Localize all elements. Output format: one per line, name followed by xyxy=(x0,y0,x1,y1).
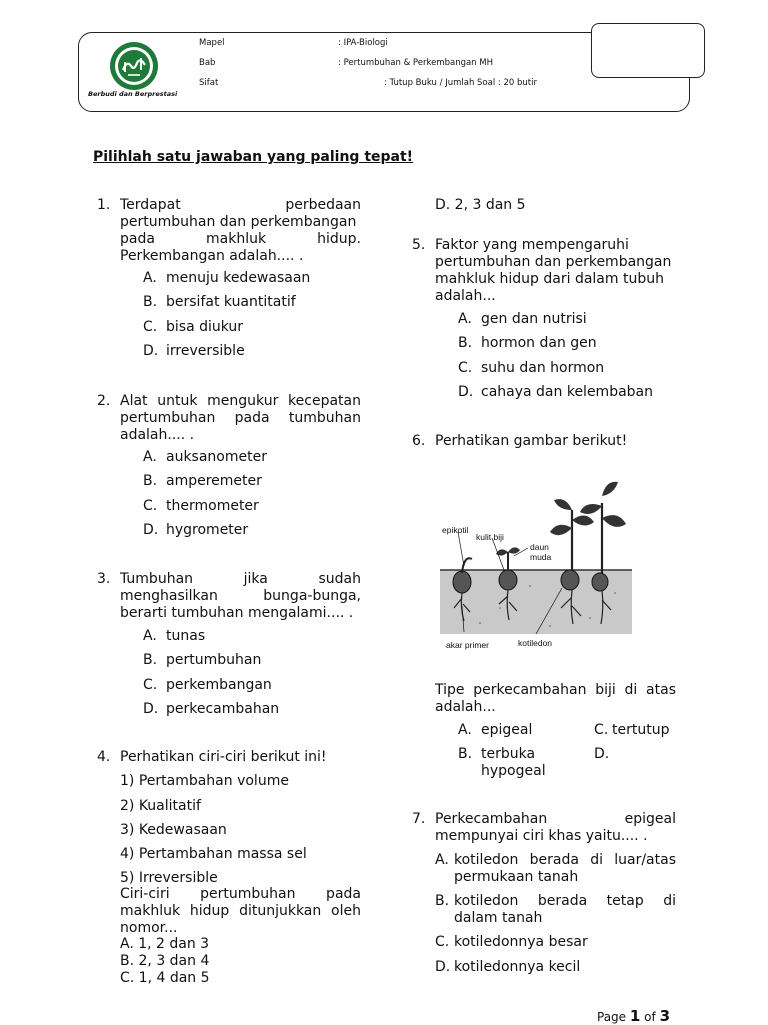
question-text-line: Tipe perkecambahan biji di atas xyxy=(435,682,676,698)
question-text-line: pada makhluk hidup. xyxy=(120,231,361,247)
option-letter: C. xyxy=(143,677,158,693)
option-text[interactable]: tunas xyxy=(166,628,206,644)
page-indicator xyxy=(597,1007,670,1025)
page-word: Page xyxy=(597,1010,627,1024)
current-page-number: 1 xyxy=(629,1007,641,1025)
question-text-line: makhluk hidup ditunjukkan oleh xyxy=(120,903,361,919)
option-text[interactable]: pertumbuhan xyxy=(166,652,262,668)
total-pages: 3 xyxy=(659,1007,670,1025)
option-letter: B. xyxy=(458,746,473,762)
option-text[interactable]: gen dan nutrisi xyxy=(481,311,587,327)
question-text-line: pertumbuhan dan perkembangan xyxy=(120,214,357,230)
question-number: 3. xyxy=(97,571,111,587)
question-text-line: adalah.... . xyxy=(120,427,195,443)
figure-label-kulit-biji: kulit biji xyxy=(476,532,504,542)
option-text[interactable]: terbuka xyxy=(481,746,536,762)
option-text[interactable]: kotiledon berada di luar/atas xyxy=(454,852,676,868)
option-letter: A. xyxy=(143,270,157,286)
option-letter: C. xyxy=(594,722,609,738)
list-item: 5) Irreversible xyxy=(120,870,218,886)
option-text[interactable]: epigeal xyxy=(481,722,533,738)
question-text-line: Terdapat perbedaan xyxy=(120,197,361,213)
figure-label-daun: daun xyxy=(530,542,549,552)
question-number: 4. xyxy=(97,749,111,765)
question-number: 6. xyxy=(412,433,426,449)
question-text-line: berarti tumbuhan mengalami.... . xyxy=(120,605,354,621)
question-text-line: mempunyai ciri khas yaitu.... . xyxy=(435,828,648,844)
option-text[interactable]: permukaan tanah xyxy=(454,869,579,885)
option-text[interactable]: bisa diukur xyxy=(166,319,244,335)
question-text-line: adalah... xyxy=(435,699,496,715)
question-text-line: Faktor yang mempengaruhi xyxy=(435,237,629,253)
option-letter: A. xyxy=(143,449,157,465)
list-item: 3) Kedewasaan xyxy=(120,822,227,838)
question-number: 7. xyxy=(412,811,426,827)
option-text[interactable]: suhu dan hormon xyxy=(481,360,605,376)
exam-code-box xyxy=(591,23,705,78)
school-logo-icon xyxy=(108,40,160,92)
answer-option[interactable]: B. 2, 3 dan 4 xyxy=(120,953,210,969)
question-number: 2. xyxy=(97,393,111,409)
option-letter: A. xyxy=(458,311,472,327)
question-stem: Perhatikan gambar berikut! xyxy=(435,433,628,449)
school-motto: Berbudi dan Berprestasi xyxy=(88,90,178,98)
option-letter: B. xyxy=(435,893,450,909)
option-text[interactable]: hygrometer xyxy=(166,522,249,538)
option-letter: B. xyxy=(458,335,473,351)
question-text-line: Tumbuhan jika sudah xyxy=(120,571,361,587)
question-number: 5. xyxy=(412,237,426,253)
option-letter: D. xyxy=(143,343,159,359)
option-letter: B. xyxy=(143,294,158,310)
question-text-line: pertumbuhan dan perkembangan xyxy=(435,254,672,270)
option-text[interactable]: hormon dan gen xyxy=(481,335,597,351)
option-letter: D. xyxy=(143,522,159,538)
meta-value-subject: : IPA-Biologi xyxy=(338,38,388,48)
option-text[interactable]: perkecambahan xyxy=(166,701,280,717)
germination-figure xyxy=(440,478,632,654)
option-text[interactable]: irreversible xyxy=(166,343,245,359)
option-letter: B. xyxy=(143,652,158,668)
option-text[interactable]: dalam tanah xyxy=(454,910,543,926)
option-letter: D. xyxy=(458,384,474,400)
option-text[interactable]: hypogeal xyxy=(481,763,546,779)
option-letter: B. xyxy=(143,473,158,489)
meta-label-nature: Sifat xyxy=(199,78,219,88)
question-text-line: Perkecambahan epigeal xyxy=(435,811,676,827)
option-letter: C. xyxy=(458,360,473,376)
of-word: of xyxy=(644,1010,656,1024)
option-text[interactable]: perkembangan xyxy=(166,677,272,693)
meta-label-subject: Mapel xyxy=(199,38,225,48)
option-letter: A. xyxy=(143,628,157,644)
option-letter: A. xyxy=(458,722,472,738)
option-letter: D. xyxy=(143,701,159,717)
question-text-line: Ciri-ciri pertumbuhan pada xyxy=(120,886,361,902)
meta-value-nature: : Tutup Buku / Jumlah Soal : 20 butir xyxy=(384,78,537,88)
option-text[interactable]: kotiledon berada tetap di xyxy=(454,893,676,909)
answer-option[interactable]: A. 1, 2 dan 3 xyxy=(120,936,210,952)
option-text[interactable]: thermometer xyxy=(166,498,259,514)
option-letter: A. xyxy=(435,852,449,868)
option-letter: C. xyxy=(435,934,450,950)
list-item: 1) Pertambahan volume xyxy=(120,773,289,789)
option-text[interactable]: bersifat kuantitatif xyxy=(166,294,296,310)
option-text[interactable]: kotiledonnya kecil xyxy=(454,959,581,975)
question-text-line: adalah... xyxy=(435,288,496,304)
figure-label-kotiledon: kotiledon xyxy=(518,638,553,648)
question-text-line: pertumbuhan pada tumbuhan xyxy=(120,410,361,426)
figure-label-epikotil: epikotil xyxy=(442,525,469,535)
option-text[interactable]: tertutup xyxy=(612,722,670,738)
question-text-line: mahkluk hidup dari dalam tubuh xyxy=(435,271,664,287)
option-letter: D. xyxy=(435,959,451,975)
option-letter: C. xyxy=(143,498,158,514)
list-item: 4) Pertambahan massa sel xyxy=(120,846,307,862)
figure-label-akar-primer: akar primer xyxy=(446,640,489,650)
question-text-line: Perkembangan adalah.... . xyxy=(120,248,304,264)
question-stem: Perhatikan ciri-ciri berikut ini! xyxy=(120,749,327,765)
instruction-heading: Pilihlah satu jawaban yang paling tepat! xyxy=(93,149,414,165)
answer-option[interactable]: C. 1, 4 dan 5 xyxy=(120,970,210,986)
option-letter: D. xyxy=(594,746,610,762)
option-text[interactable]: cahaya dan kelembaban xyxy=(481,384,653,400)
option-text[interactable]: amperemeter xyxy=(166,473,262,489)
option-letter: C. xyxy=(143,319,158,335)
question-text-line: Alat untuk mengukur kecepatan xyxy=(120,393,361,409)
meta-value-chapter: : Pertumbuhan & Perkembangan MH xyxy=(338,58,493,68)
meta-label-chapter: Bab xyxy=(199,58,216,68)
figure-label-muda: muda xyxy=(530,552,552,562)
option-text[interactable]: menuju kedewasaan xyxy=(166,270,311,286)
question-text-line: nomor... xyxy=(120,920,178,936)
list-item: 2) Kualitatif xyxy=(120,798,201,814)
answer-option[interactable]: D. 2, 3 dan 5 xyxy=(435,197,526,213)
question-number: 1. xyxy=(97,197,111,213)
option-text[interactable]: kotiledonnya besar xyxy=(454,934,588,950)
option-text[interactable]: auksanometer xyxy=(166,449,267,465)
question-text-line: menghasilkan bunga-bunga, xyxy=(120,588,361,604)
